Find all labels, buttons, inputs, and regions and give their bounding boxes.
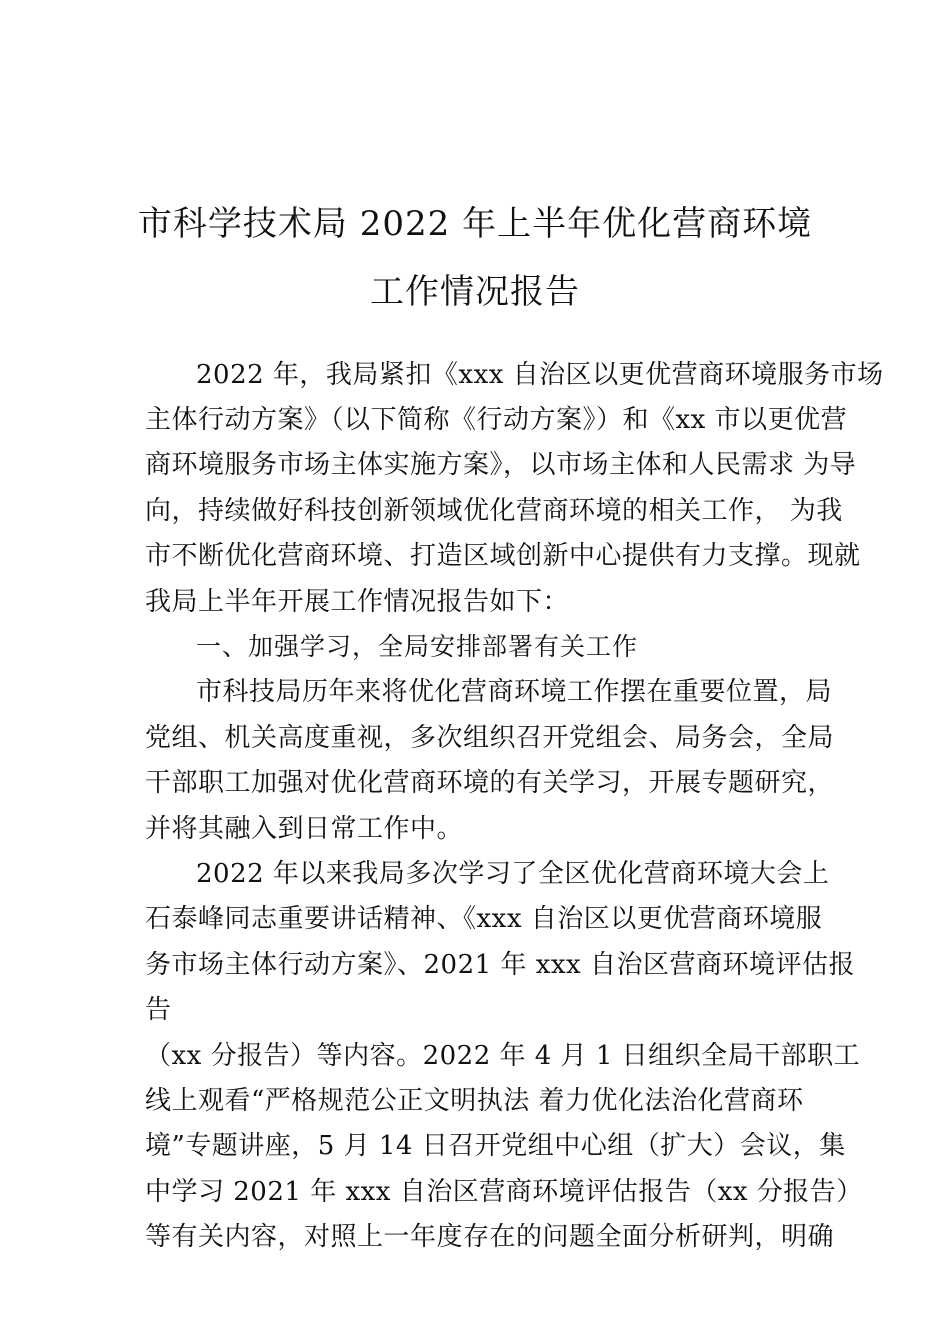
paragraph-line: 并将其融入到日常工作中。	[145, 814, 464, 844]
paragraph-line: 党组、机关高度重视，多次组织召开党组会、局务会，全局	[145, 723, 835, 753]
paragraph-line: 干部职工加强对优化营商环境的有关学习，开展专题研究，	[145, 768, 835, 798]
document-title-line-2: 工作情况报告	[370, 271, 580, 312]
paragraph-line: 市不断优化营商环境、打造区域创新中心提供有力支撑。现就	[145, 541, 861, 571]
paragraph-line: 2022 年，我局紧扣《xxx 自治区以更优营商环境服务市场	[196, 360, 884, 390]
paragraph-line: 中学习 2021 年 xxx 自治区营商环境评估报告（xx 分报告）	[145, 1177, 863, 1207]
paragraph-line: 向，持续做好科技创新领域优化营商环境的相关工作， 为我	[145, 496, 843, 526]
paragraph-line: 石泰峰同志重要讲话精神、《xxx 自治区以更优营商环境服	[145, 904, 823, 934]
section-heading: 一、加强学习，全局安排部署有关工作	[196, 632, 639, 661]
paragraph-line: 市科技局历年来将优化营商环境工作摆在重要位置，局	[196, 677, 833, 707]
paragraph-line: 等有关内容，对照上一年度存在的问题全面分析研判，明确	[145, 1222, 835, 1252]
paragraph-line: 我局上半年开展工作情况报告如下：	[145, 587, 570, 617]
paragraph-line: （xx 分报告）等内容。2022 年 4 月 1 日组织全局干部职工	[145, 1041, 861, 1071]
paragraph-line: 主体行动方案》（以下简称《行动方案》）和《xx 市以更优营	[145, 405, 848, 435]
paragraph-line: 务市场主体行动方案》、2021 年 xxx 自治区营商环境评估报	[145, 950, 855, 980]
paragraph-line: 2022 年以来我局多次学习了全区优化营商环境大会上	[196, 859, 830, 889]
paragraph-line: 商环境服务市场主体实施方案》，以市场主体和人民需求 为导	[145, 450, 857, 480]
paragraph-line: 告	[145, 995, 172, 1025]
document-title-line-1: 市科学技术局 2022 年上半年优化营商环境	[137, 203, 813, 244]
paragraph-line: 线上观看“严格规范公正文明执法 着力优化法治化营商环	[145, 1086, 804, 1116]
paragraph-line: 境”专题讲座，5 月 14 日召开党组中心组（扩大）会议，集	[145, 1131, 846, 1161]
